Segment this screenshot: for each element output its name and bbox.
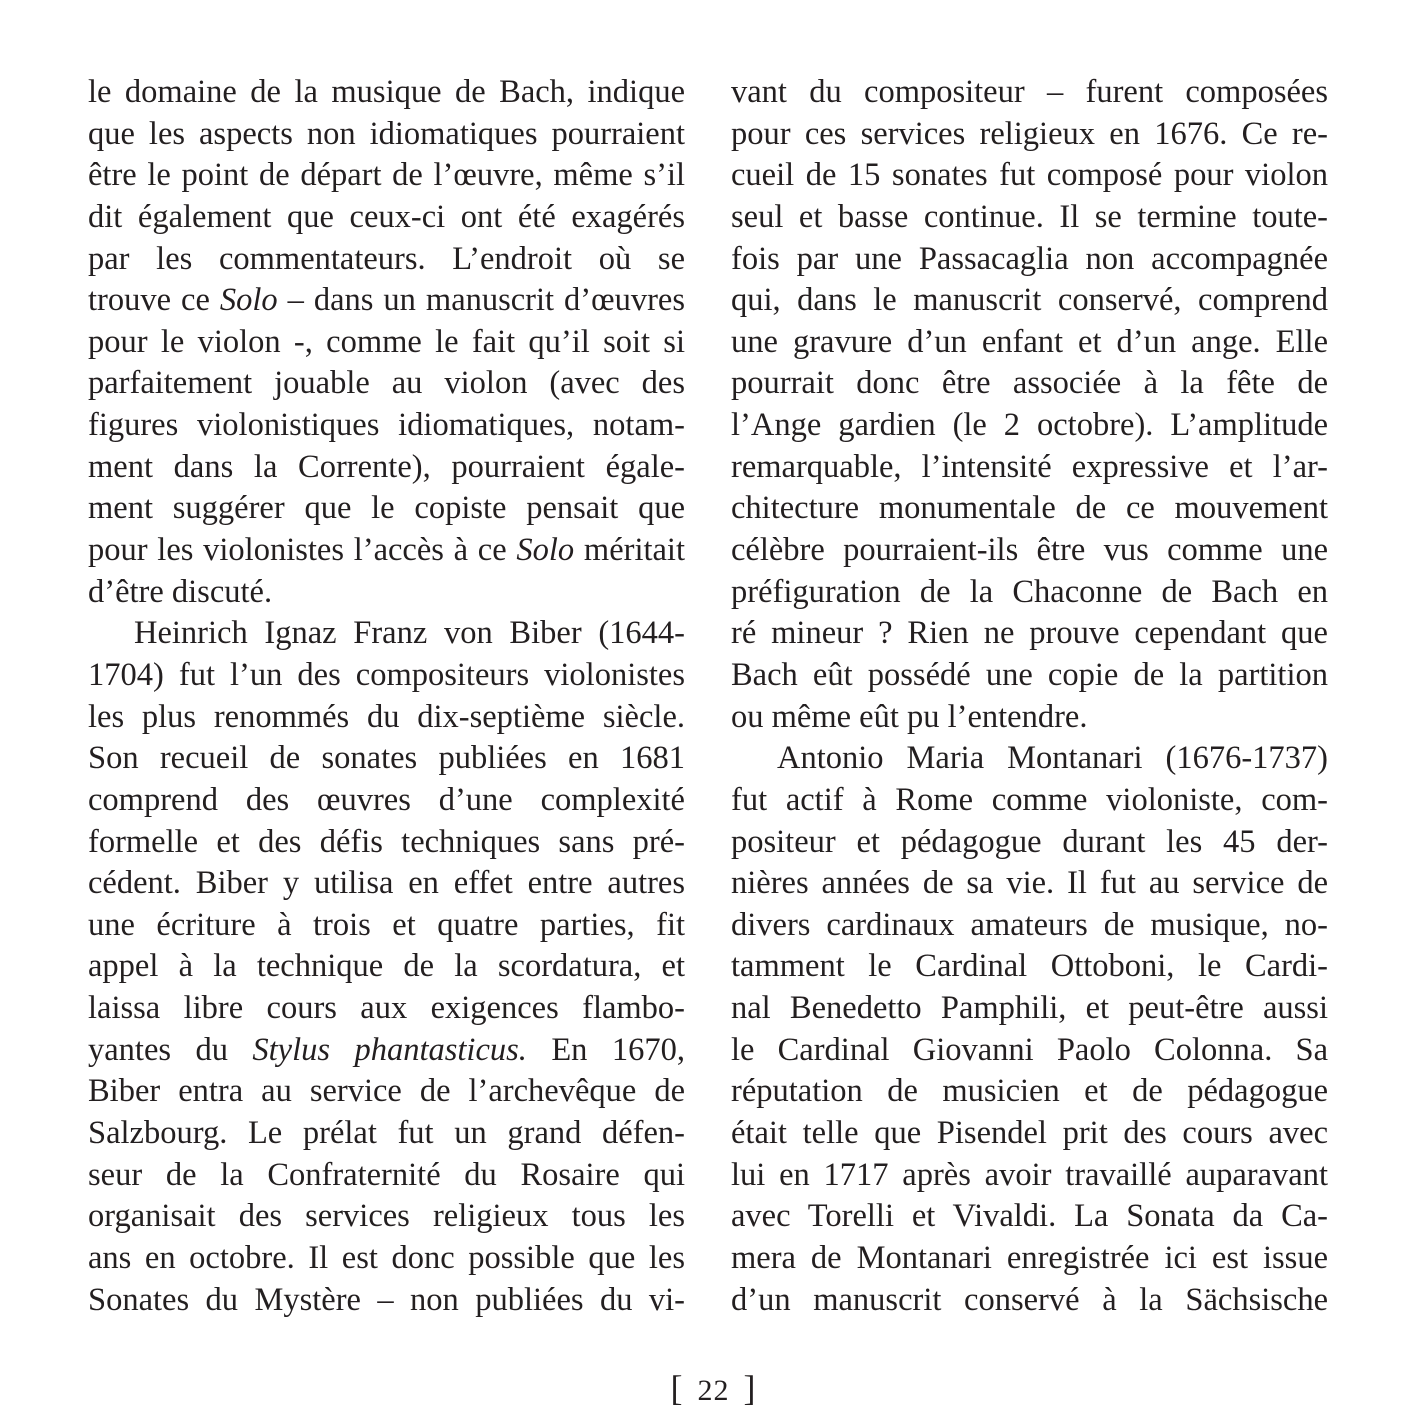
text-segment: pour les violonistes l’accès à ce	[88, 532, 517, 569]
text-line: une gravure d’un enfant et d’un ange. Elle	[731, 323, 1328, 360]
text-line: cédent. Biber y utilisa en effet entre autres	[88, 865, 685, 902]
text-segment: En 1670,	[526, 1031, 685, 1068]
text-line: ans en octobre. Il est donc possible que les	[88, 1239, 685, 1276]
italic-title: Solo	[516, 532, 575, 569]
text-line: fois par une Passacaglia non accompagnée	[731, 240, 1328, 277]
page-number: 22	[697, 1374, 730, 1407]
bracket-open: [	[670, 1368, 684, 1408]
text-line: d’être discuté.	[88, 573, 273, 610]
text-line: dit également que ceux-ci ont été exagérés	[88, 198, 685, 235]
text-line: ou même eût pu l’entendre.	[731, 698, 1088, 735]
text-line: Biber entra au service de l’archevêque de	[88, 1073, 685, 1110]
text-line: avec Torelli et Vivaldi. La Sonata da Ca-	[731, 1198, 1328, 1235]
right-column	[731, 72, 1328, 1321]
text-line: divers cardinaux amateurs de musique, no-	[731, 906, 1328, 943]
text-segment: trouve ce	[88, 282, 220, 319]
text-line: appel à la technique de la scordatura, et	[88, 948, 685, 985]
italic-title: Solo	[219, 282, 278, 319]
text-line: les plus renommés du dix-septième siècle.	[88, 698, 685, 735]
text-line: qui, dans le manuscrit conservé, comprend	[731, 282, 1328, 319]
text-line: par les commentateurs. L’endroit où se	[88, 240, 685, 277]
text-line: nal Benedetto Pamphili, et peut-être aussi	[731, 990, 1328, 1027]
text-line: pour le violon -, comme le fait qu’il soit si	[88, 323, 685, 360]
text-line: le domaine de la musique de Bach, indique	[88, 74, 685, 110]
text-line: ment suggérer que le copiste pensait que	[88, 490, 685, 527]
text-line: préfiguration de la Chaconne de Bach en	[731, 573, 1328, 610]
text-line: tamment le Cardinal Ottoboni, le Cardi-	[731, 948, 1328, 985]
text-line: d’un manuscrit conservé à la Sächsische	[731, 1281, 1328, 1318]
text-line: Son recueil de sonates publiées en 1681	[88, 740, 685, 777]
text-line: 1704) fut l’un des compositeurs violonistes	[88, 656, 685, 693]
text-segment: – dans un manuscrit d’œuvres	[277, 282, 685, 319]
text-line: l’Ange gardien (le 2 octobre). L’amplitude	[731, 407, 1328, 444]
text-line: le Cardinal Giovanni Paolo Colonna. Sa	[731, 1031, 1328, 1068]
text-line: ment dans la Corrente), pourraient égale-	[88, 448, 685, 485]
text-line: était telle que Pisendel prit des cours avec	[731, 1115, 1328, 1152]
text-line: une écriture à trois et quatre parties, fit	[88, 906, 685, 943]
text-line: remarquable, l’intensité expressive et l’ar-	[731, 448, 1328, 485]
text-line: comprend des œuvres d’une complexité	[88, 781, 685, 818]
text-line	[88, 1030, 685, 1072]
text-line: vant du compositeur – furent composées	[731, 74, 1328, 110]
text-line: Salzbourg. Le prélat fut un grand défen-	[88, 1115, 685, 1152]
text-line: que les aspects non idiomatiques pourraient	[88, 115, 685, 152]
text-line: réputation de musicien et de pédagogue	[731, 1073, 1328, 1110]
text-line: Sonates du Mystère – non publiées du vi-	[88, 1281, 685, 1318]
text-line: laissa libre cours aux exigences flambo-	[88, 990, 685, 1027]
text-line: pourrait donc être associée à la fête de	[731, 365, 1328, 402]
text-line: Heinrich Ignaz Franz von Biber (1644-	[134, 615, 685, 652]
text-line	[88, 280, 685, 322]
text-line: être le point de départ de l’œuvre, même s’il	[88, 157, 685, 194]
text-line: Bach eût possédé une copie de la partition	[731, 656, 1328, 693]
text-line: figures violonistiques idiomatiques, notam-	[88, 407, 685, 444]
text-line: formelle et des défis techniques sans pré-	[88, 823, 685, 860]
italic-title: Stylus phantasticus.	[252, 1031, 527, 1068]
bracket-close: ]	[743, 1368, 757, 1408]
text-segment: yantes du	[88, 1031, 253, 1068]
text-line: Antonio Maria Montanari (1676-1737)	[777, 740, 1328, 777]
text-line: nières années de sa vie. Il fut au service de	[731, 865, 1328, 902]
text-line: fut actif à Rome comme violoniste, com-	[731, 781, 1328, 818]
text-line: cueil de 15 sonates fut composé pour violon	[731, 157, 1328, 194]
left-column	[88, 72, 685, 1321]
text-line: ré mineur ? Rien ne prouve cependant que	[731, 615, 1328, 652]
text-line: mera de Montanari enregistrée ici est issue	[731, 1239, 1328, 1276]
text-line: célèbre pourraient-ils être vus comme une	[731, 532, 1328, 569]
text-line: lui en 1717 après avoir travaillé auparavant	[731, 1156, 1328, 1193]
text-line: seul et basse continue. Il se termine toute-	[731, 198, 1328, 235]
text-line: organisait des services religieux tous les	[88, 1198, 685, 1235]
page-number-footer	[0, 1368, 1427, 1411]
text-line	[88, 530, 685, 572]
text-line: positeur et pédagogue durant les 45 der-	[731, 823, 1328, 860]
text-line: chitecture monumentale de ce mouvement	[731, 490, 1328, 527]
text-line: parfaitement jouable au violon (avec des	[88, 365, 685, 402]
text-segment: méritait	[574, 532, 685, 569]
text-line: pour ces services religieux en 1676. Ce re-	[731, 115, 1328, 152]
text-line: seur de la Confraternité du Rosaire qui	[88, 1156, 685, 1193]
